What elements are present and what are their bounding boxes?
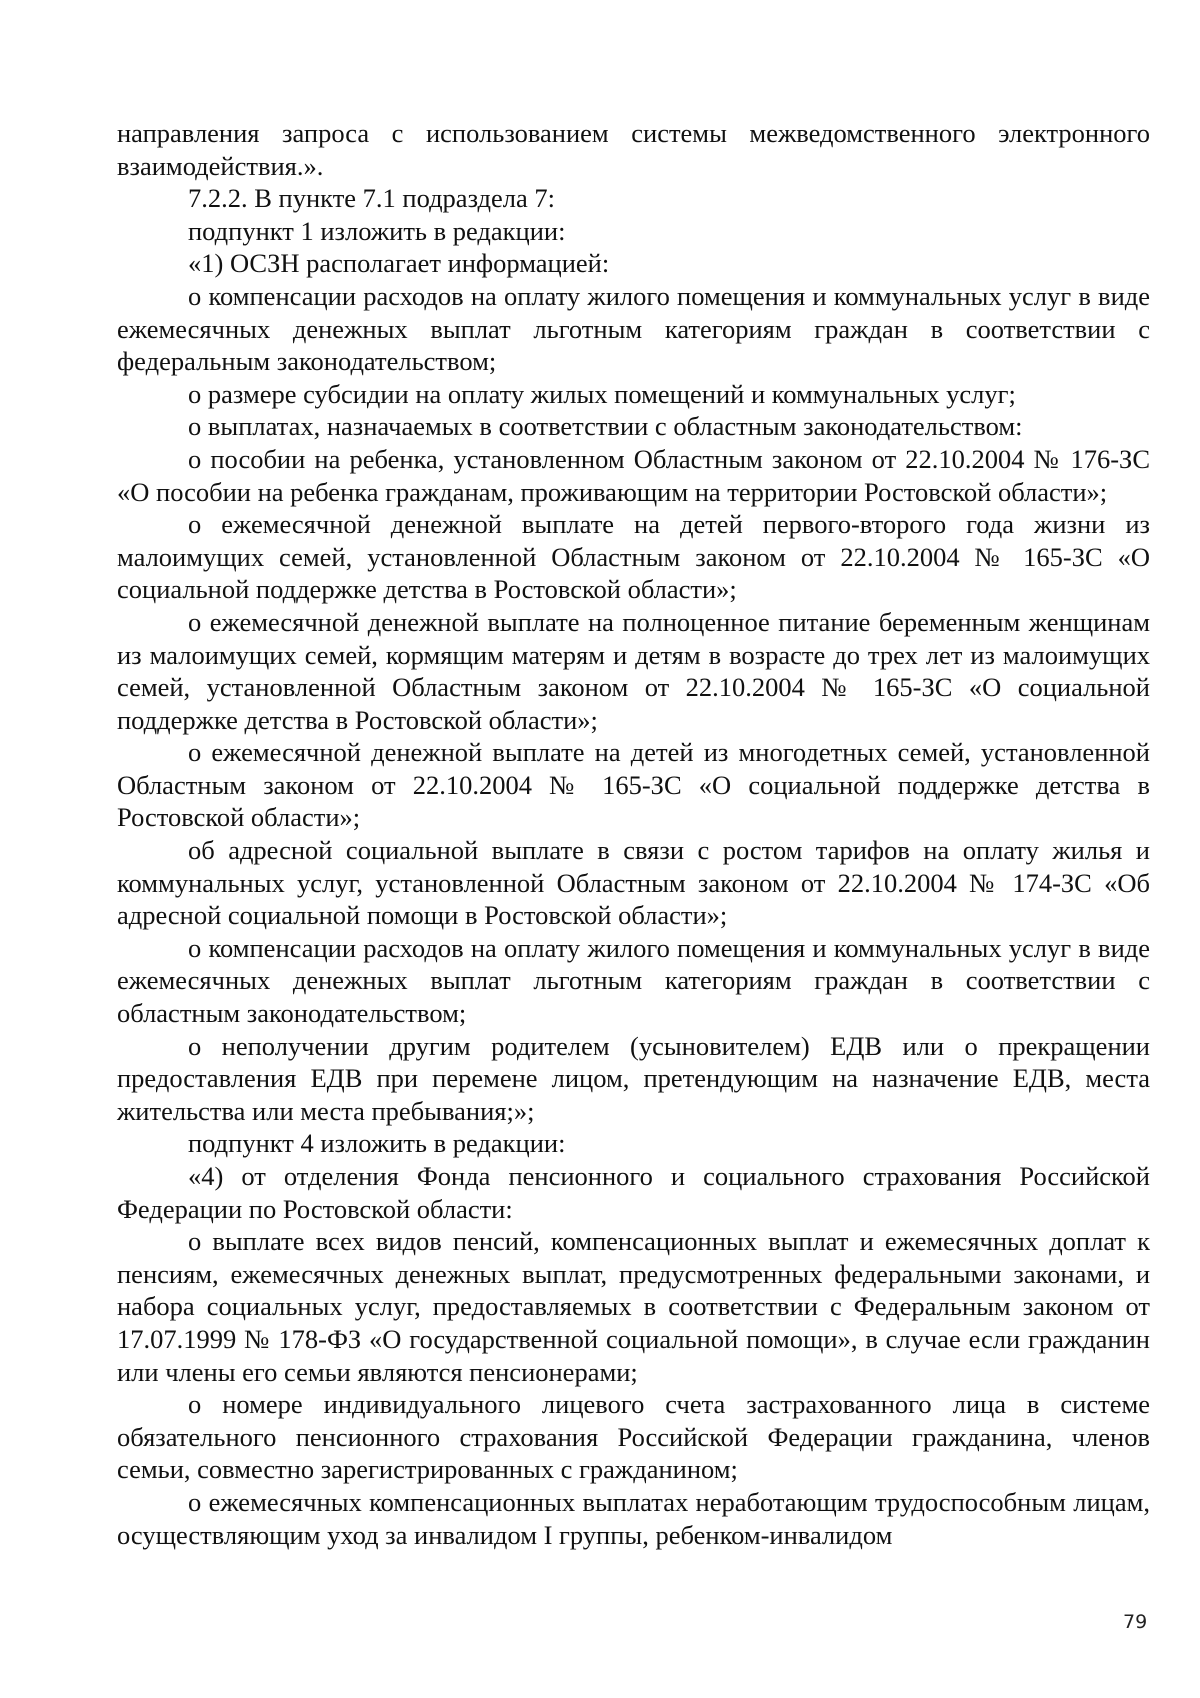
paragraph: подпункт 4 изложить в редакции: (188, 1128, 566, 1159)
paragraph: о выплате всех видов пенсий, компенсационных выплат и ежемесячных доплат к пенсиям, ежемесячных денежных выплат, предусмотренных федеральными законами, и набора социальных услуг, предоставляемых в соответствии с Федеральным законом от 17.07.1999 № 178-ФЗ «О государственной социальной помощи», в случае если гражданин или члены его семьи являются пенсионерами; (117, 1226, 1150, 1387)
paragraph: «4) от отделения Фонда пенсионного и социального страхования Российской Федерации по Ростовской области: (117, 1161, 1150, 1224)
paragraph: о номере индивидуального лицевого счета застрахованного лица в системе обязательного пенсионного страхования Российской Федерации гражданина, членов семьи, совместно зарегистрированных с гражданином; (117, 1389, 1150, 1485)
paragraph: о ежемесячных компенсационных выплатах неработающим трудоспособным лицам, осуществляющим уход за инвалидом I группы, ребенком-инвалидом (117, 1486, 1150, 1550)
paragraph: о пособии на ребенка, установленном Областным законом от 22.10.2004 № 176-ЗС «О пособии на ребенка гражданам, проживающим на территории Ростовской области»; (117, 443, 1150, 507)
paragraph: подпункт 1 изложить в редакции: (188, 215, 566, 246)
document-body (117, 117, 1150, 1551)
page-number: 79 (1123, 1611, 1148, 1633)
paragraph: о неполучении другим родителем (усыновителем) ЕДВ или о прекращении предоставления ЕДВ при перемене лицом, претендующим на назначение ЕДВ, места жительства или места пребывания;»; (117, 1030, 1150, 1126)
paragraph: о выплатах, назначаемых в соответствии с областным законодательством: (188, 411, 1023, 442)
paragraph: «1) ОСЗН располагает информацией: (188, 248, 610, 279)
paragraph: о ежемесячной денежной выплате на полноценное питание беременным женщинам из малоимущих семей, кормящим матерям и детям в возрасте до трех лет из малоимущих семей, установленной Областным законом от 22.10.2004 № 165-ЗС «О социальной поддержке детства в Ростовской области»; (117, 606, 1150, 735)
paragraph: о размере субсидии на оплату жилых помещений и коммунальных услуг; (188, 378, 1016, 409)
paragraph: направления запроса с использованием системы межведомственного электронного взаимодействия.». (117, 118, 1150, 181)
paragraph: об адресной социальной выплате в связи с ростом тарифов на оплату жилья и коммунальных услуг, установленной Областным законом от 22.10.2004 № 174-ЗС «Об адресной социальной помощи в Ростовской области»; (117, 835, 1150, 931)
paragraph: о компенсации расходов на оплату жилого помещения и коммунальных услуг в виде ежемесячных денежных выплат льготным категориям граждан в соответствии с федеральным законодательством; (117, 280, 1150, 377)
paragraph: 7.2.2. В пункте 7.1 подраздела 7: (188, 183, 556, 214)
paragraph: о ежемесячной денежной выплате на детей из многодетных семей, установленной Областным законом от 22.10.2004 № 165-ЗС «О социальной поддержке детства в Ростовской области»; (117, 737, 1150, 833)
paragraph: о компенсации расходов на оплату жилого помещения и коммунальных услуг в виде ежемесячных денежных выплат льготным категориям граждан в соответствии с областным законодательством; (117, 932, 1150, 1029)
paragraph: о ежемесячной денежной выплате на детей первого-второго года жизни из малоимущих семей, установленной Областным законом от 22.10.2004 № 165-ЗС «О социальной поддержке детства в Ростовской области»; (117, 509, 1150, 605)
